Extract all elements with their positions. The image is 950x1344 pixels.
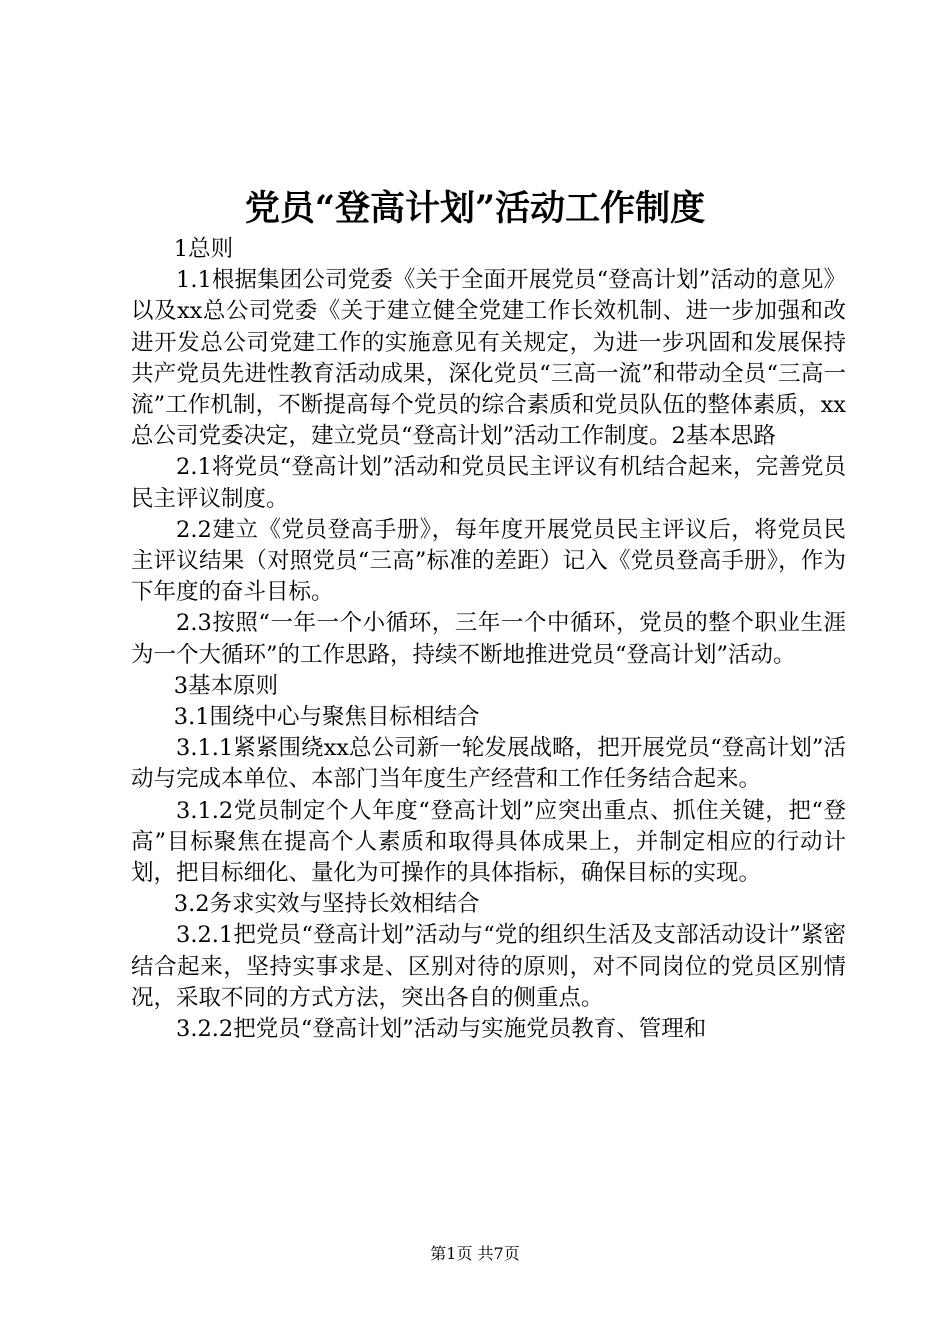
paragraph: 3.1.1紧紧围绕xx总公司新一轮发展战略，把开展党员“登高计划”活动与完成本单位、本部门当年度生产经营和工作任务结合起来。: [131, 735, 846, 793]
document-title: 党员“登高计划”活动工作制度: [244, 188, 706, 229]
subsection-heading: 3.2务求实效与坚持长效相结合: [173, 891, 480, 918]
paragraph: 3.2.1把党员“登高计划”活动与“党的组织生活及支部活动设计”紧密结合起来，坚持实事求是、区别对待的原则，对不同岗位的党员区别情况，采取不同的方式方法，突出各自的侧重点。: [131, 922, 846, 1011]
paragraph: 2.3按照“一年一个小循环，三年一个中循环，党员的整个职业生涯为一个大循环”的工作思路，持续不断地推进党员“登高计划”活动。: [131, 610, 846, 668]
paragraph: 3.2.2把党员“登高计划”活动与实施党员教育、管理和: [176, 1016, 707, 1043]
paragraph: 2.1将党员“登高计划”活动和党员民主评议有机结合起来，完善党员民主评议制度。: [131, 454, 846, 512]
page-footer: 第1页 共7页: [430, 1244, 520, 1263]
document-body: [131, 234, 846, 1045]
paragraph: 1.1根据集团公司党委《关于全面开展党员“登高计划”活动的意见》以及xx总公司党委《关于建立健全党建工作长效机制、进一步加强和改进开发总公司党建工作的实施意见有关规定，为进一步巩固和发展保持共产党员先进性教育活动成果，深化党员“三高一流”和带动全员“三高一流”工作机制，不断提高每个党员的综合素质和党员队伍的整体素质，xx总公司党委决定，建立党员“登高计划”活动工作制度。2基本思路: [131, 267, 846, 450]
paragraph: 2.2建立《党员登高手册》，每年度开展党员民主评议后，将党员民主评议结果（对照党员“三高”标准的差距）记入《党员登高手册》，作为下年度的奋斗目标。: [131, 516, 846, 606]
paragraph: 3.1.2党员制定个人年度“登高计划”应突出重点、抓住关键，把“登高”目标聚焦在提高个人素质和取得具体成果上，并制定相应的行动计划，把目标细化、量化为可操作的具体指标，确保目标的实现。: [131, 797, 846, 887]
subsection-heading: 3.1围绕中心与聚焦目标相结合: [173, 704, 480, 731]
section-heading: 3基本原则: [173, 672, 279, 699]
section-heading: 1总则: [173, 236, 234, 262]
